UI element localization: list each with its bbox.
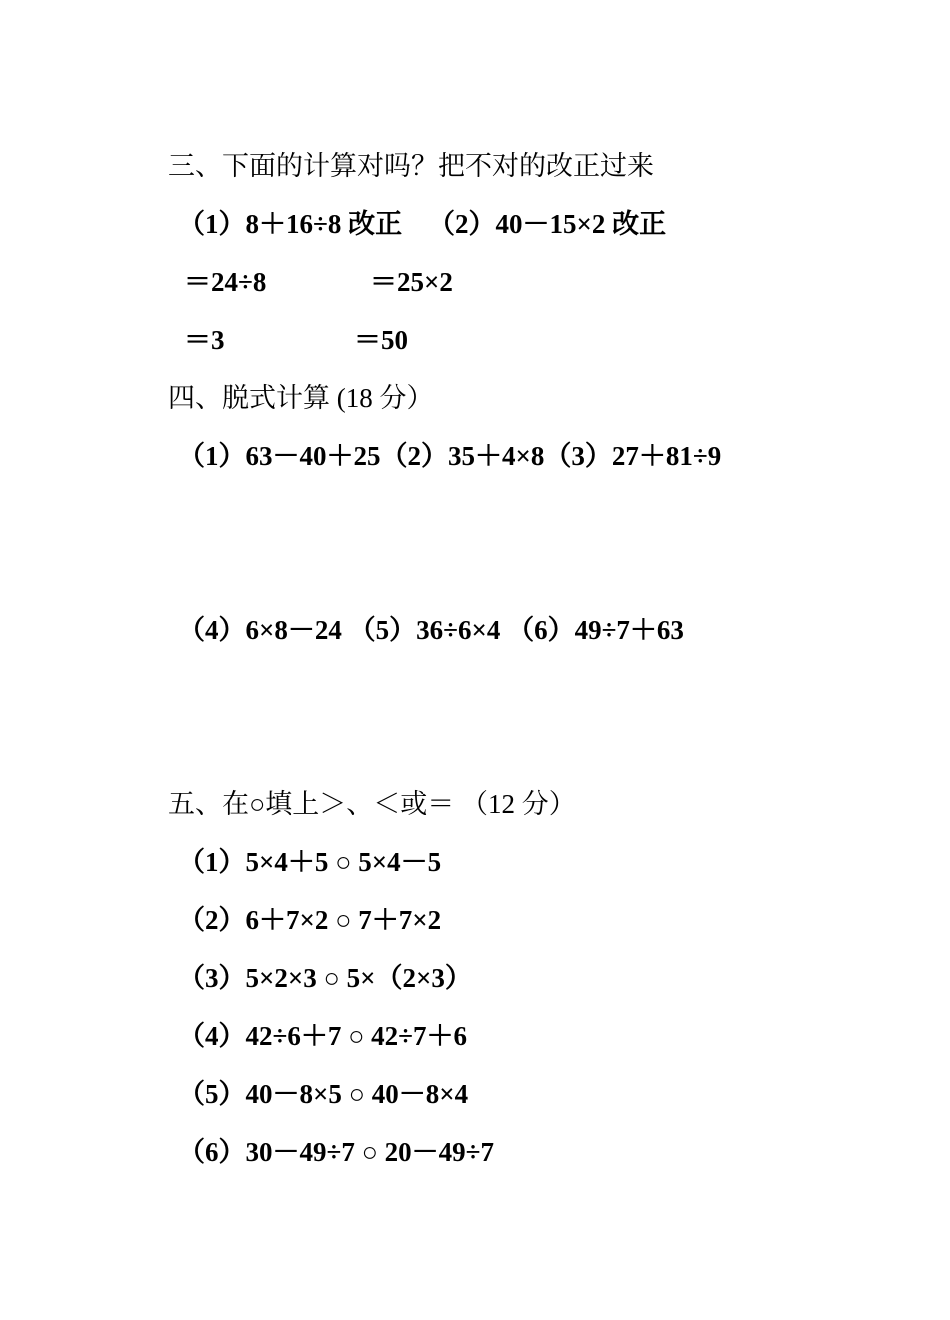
section5-item-1: （1）5×4＋5 ○ 5×4－5 — [178, 847, 442, 877]
section5-item-5: （5）40－8×5 ○ 40－8×4 — [178, 1079, 469, 1109]
section5-item-4: （4）42÷6＋7 ○ 42÷7＋6 — [178, 1021, 467, 1051]
section5-item-2: （2）6＋7×2 ○ 7＋7×2 — [178, 905, 442, 935]
section4-row2: （4）6×8－24 （5）36÷6×4 （6）49÷7＋63 — [178, 615, 684, 645]
section5-item-3: （3）5×2×3 ○ 5×（2×3） — [178, 963, 472, 993]
section3-heading: 三、下面的计算对吗？把不对的改正过来 — [168, 151, 654, 181]
section3-problem1-step2: ＝3 — [184, 325, 225, 355]
section5-item-6: （6）30－49÷7 ○ 20－49÷7 — [178, 1137, 494, 1167]
section3-problem1-step1: ＝24÷8 — [184, 267, 267, 297]
section3-problem2: （2）40－15×2 改正 — [428, 209, 667, 239]
section4-row1: （1）63－40＋25（2）35＋4×8（3）27＋81÷9 — [178, 441, 722, 471]
section3-problem1: （1）8＋16÷8 改正 — [178, 209, 403, 239]
section4-heading: 四、脱式计算 (18 分） — [168, 383, 434, 413]
section5-heading: 五、在○填上＞、＜或＝ （12 分） — [168, 789, 576, 819]
section3-problem2-step2: ＝50 — [354, 325, 408, 355]
section3-problem2-step1: ＝25×2 — [370, 267, 453, 297]
